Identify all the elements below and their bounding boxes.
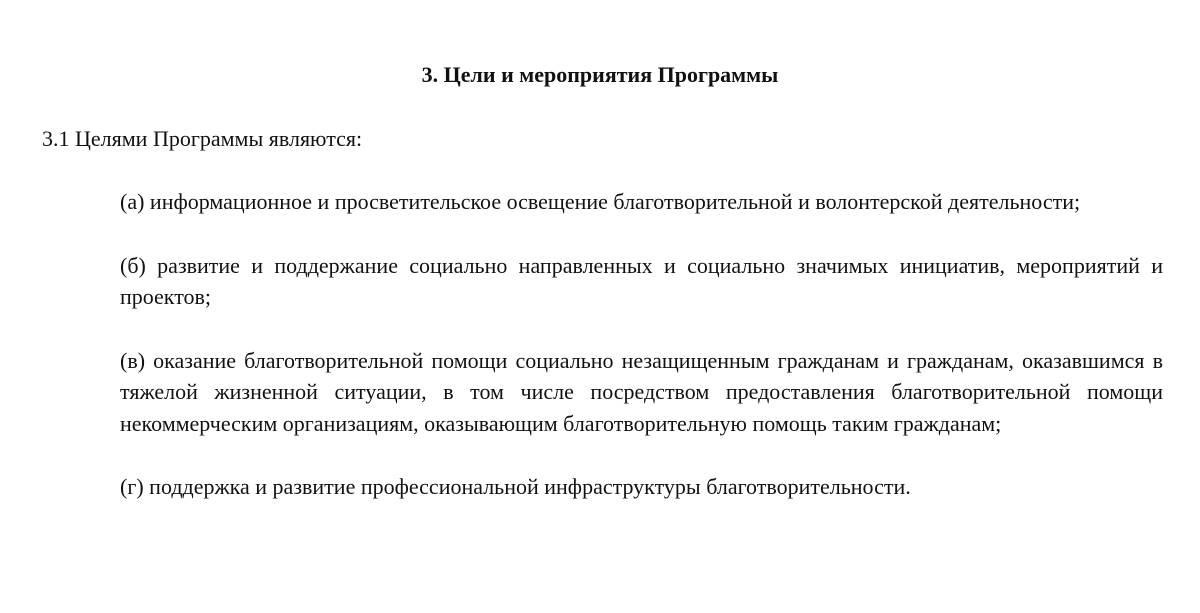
goal-item-g: (г) поддержка и развитие профессиональной инфраструктуры благотворительности. — [120, 474, 911, 499]
goals-list — [120, 186, 1163, 503]
goal-item-a: (а) информационное и просветительское освещение благотворительной и волонтерской деятельности; — [120, 189, 1081, 214]
goal-item-v: (в) оказание благотворительной помощи социально незащищенным гражданам и гражданам, оказавшимся в тяжелой жизненной ситуации, в том числе посредством предоставления благотворительной помощи некоммерческим организациям, оказывающим благотворительную помощь таким гражданам; — [120, 347, 1163, 436]
goals-intro: 3.1 Целями Программы являются: — [42, 126, 363, 151]
section-title: 3. Цели и мероприятия Программы — [421, 62, 779, 87]
goal-item-b: (б) развитие и поддержание социально направленных и социально значимых инициатив, мероприятий и проектов; — [120, 252, 1163, 309]
